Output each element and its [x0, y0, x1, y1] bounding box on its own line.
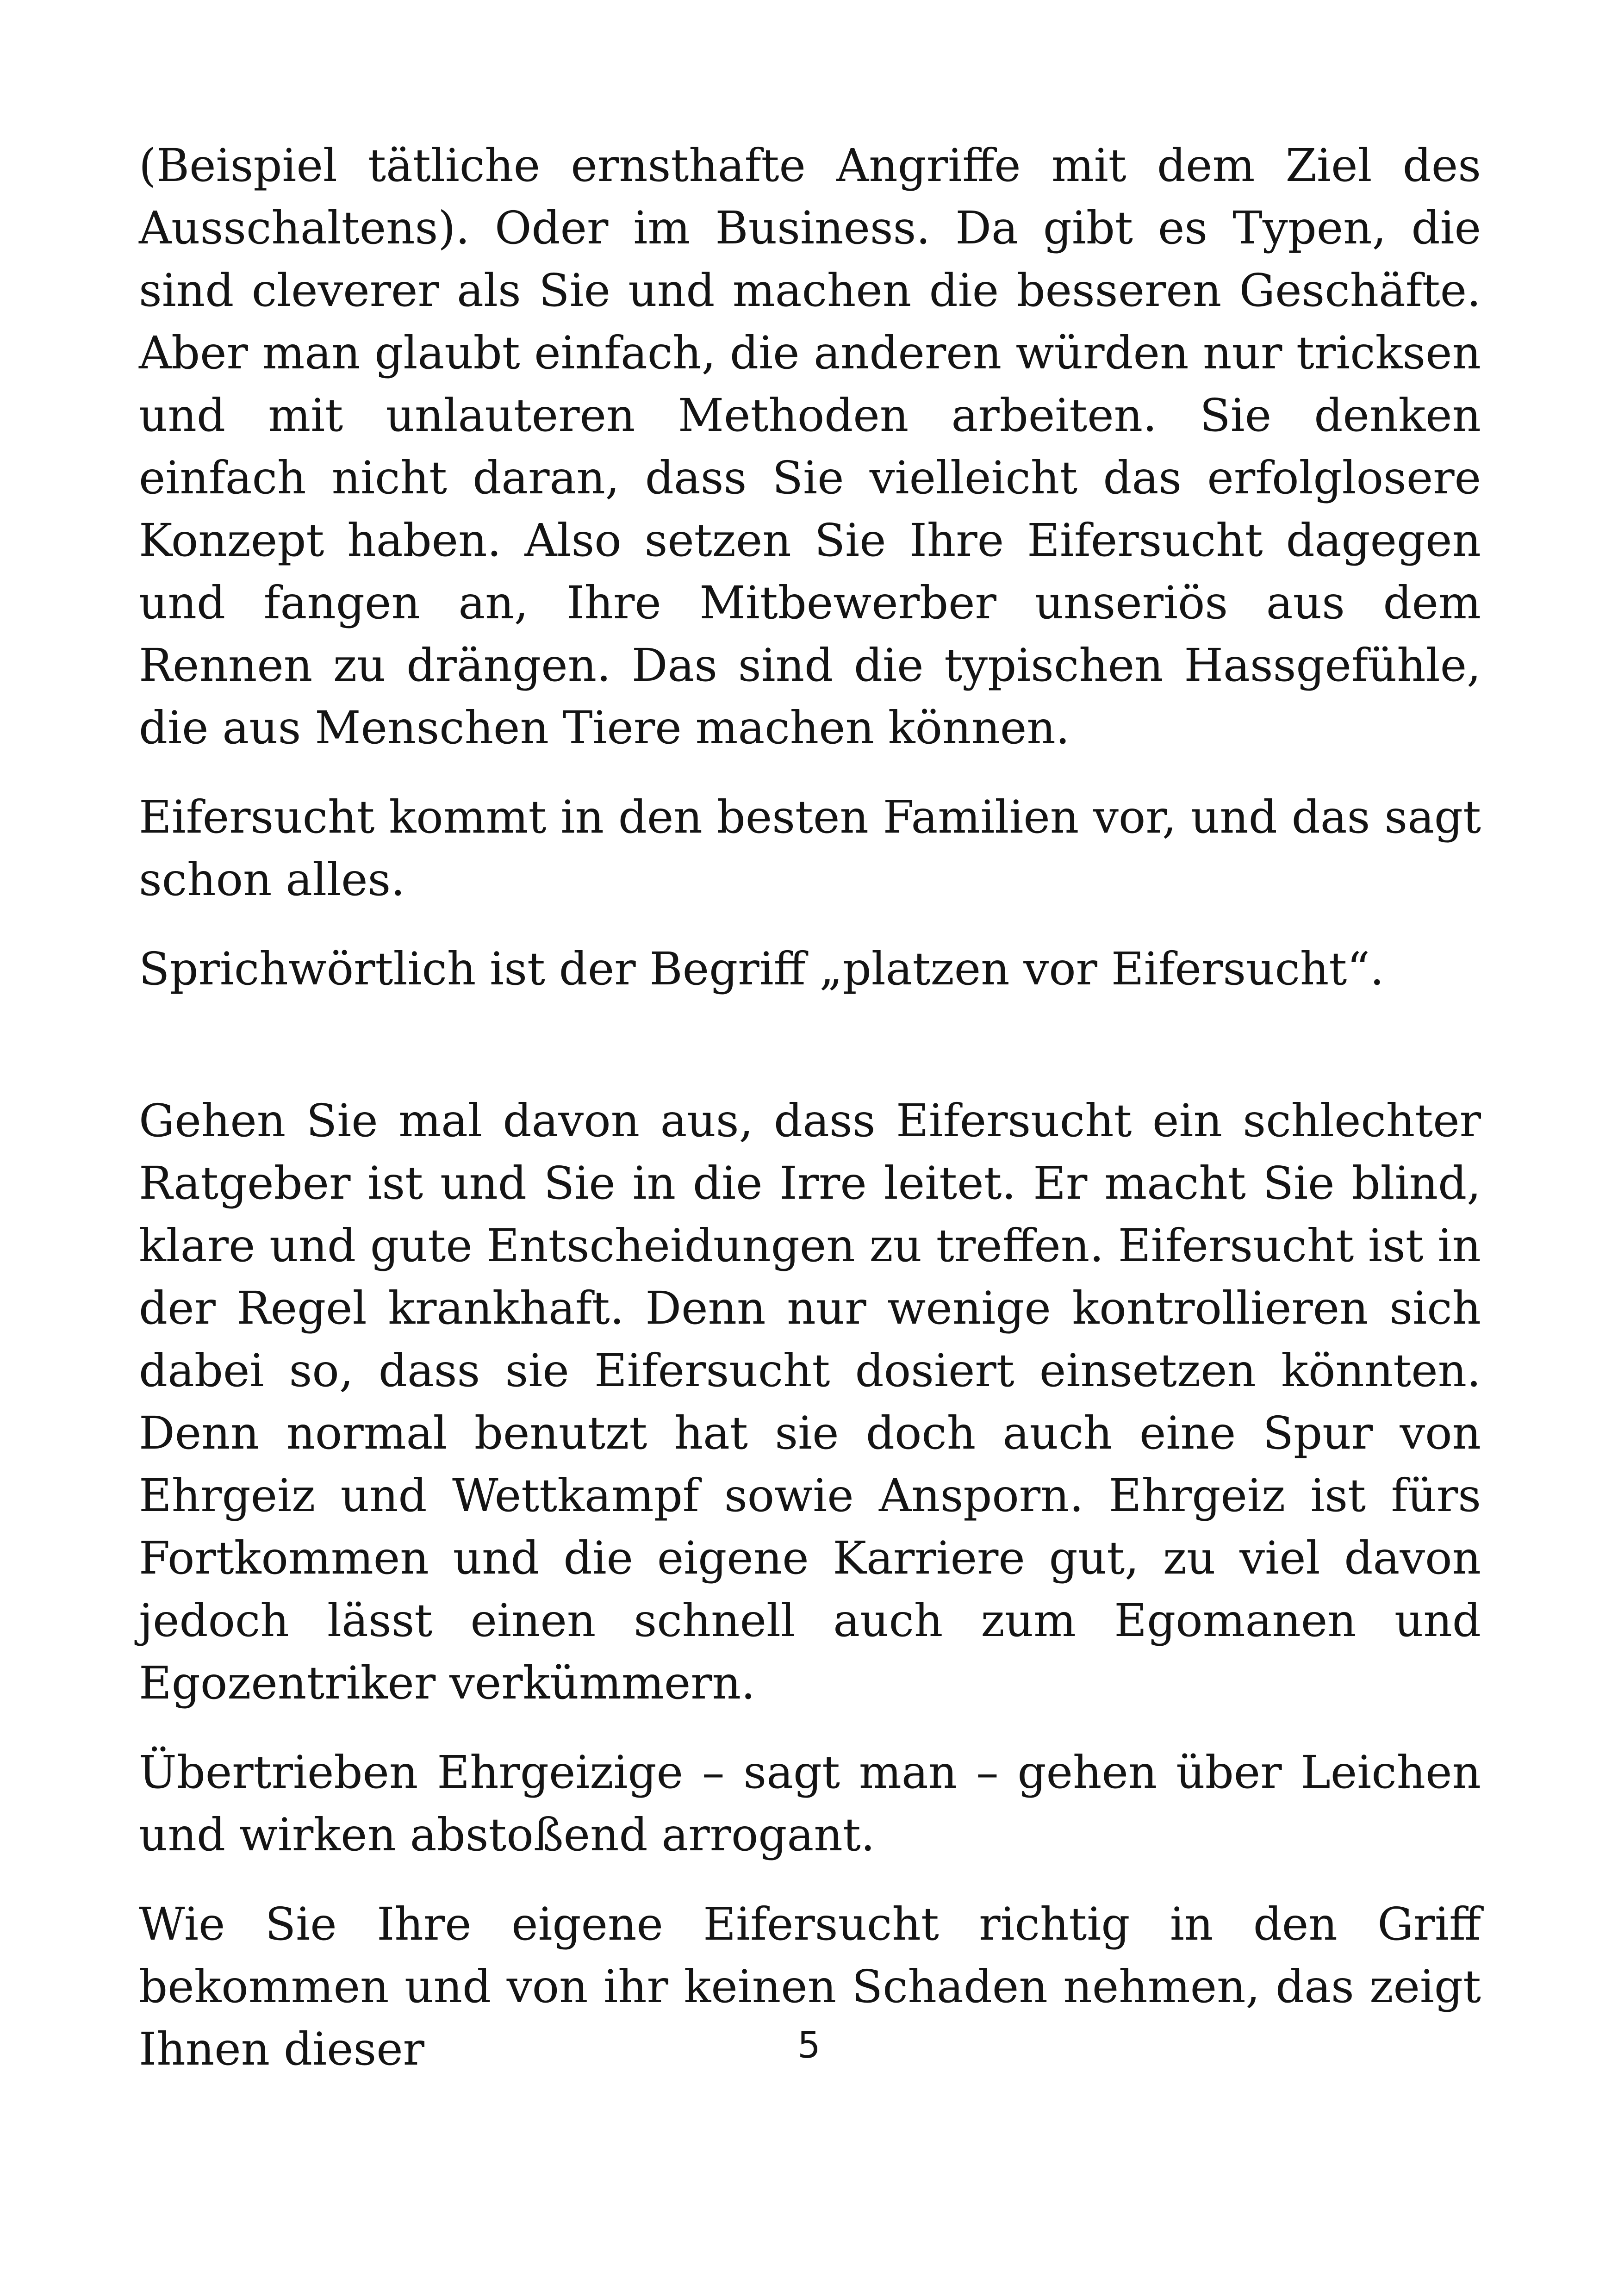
paragraph-2: Eifersucht kommt in den besten Familien vor, und das sagt schon alles.: [139, 791, 1481, 906]
paragraph-6: Wie Sie Ihre eigene Eifersucht richtig in den Griff bekommen und von ihr keinen Schaden nehmen, das zeigt Ihnen dieser: [139, 1898, 1481, 2075]
body-text: [139, 134, 1481, 2080]
paragraph-5: Übertrieben Ehrgeizige – sagt man – gehen über Leichen und wirken abstoßend arrogant.: [139, 1746, 1481, 1861]
paragraph-spacer: [139, 1027, 1481, 1089]
paragraph-1: (Beispiel tätliche ernsthafte Angriffe mit dem Ziel des Ausschaltens). Oder im Business. Da gibt es Typen, die sind cleverer als Sie und machen die besseren Geschäfte. Aber man glaubt einfach, die anderen würden nur tricksen und mit unlauteren Methoden arbeiten. Sie denken einfach nicht daran, dass Sie vielleicht das erfolglosere Konzept haben. Also setzen Sie Ihre Eifersucht dagegen und fangen an, Ihre Mitbewerber unseriös aus dem Rennen zu drängen. Das sind die typischen Hassgefühle, die aus Menschen Tiere machen können.: [139, 139, 1481, 754]
paragraph-3: Sprichwörtlich ist der Begriff „platzen vor Eifersucht“.: [139, 943, 1384, 995]
page-number: 5: [797, 2025, 821, 2066]
paragraph-4: Gehen Sie mal davon aus, dass Eifersucht ein schlechter Ratgeber ist und Sie in die Irre leitet. Er macht Sie blind, klare und gute Entscheidungen zu treffen. Eifersucht ist in der Regel krankhaft. Denn nur wenige kontrollieren sich dabei so, dass sie Eifersucht dosiert einsetzen könnten. Denn normal benutzt hat sie doch auch eine Spur von Ehrgeiz und Wettkampf sowie Ansporn. Ehrgeiz ist fürs Fortkommen und die eigene Karriere gut, zu viel davon jedoch lässt einen schnell auch zum Egomanen und Egozentriker verkümmern.: [139, 1095, 1481, 1709]
